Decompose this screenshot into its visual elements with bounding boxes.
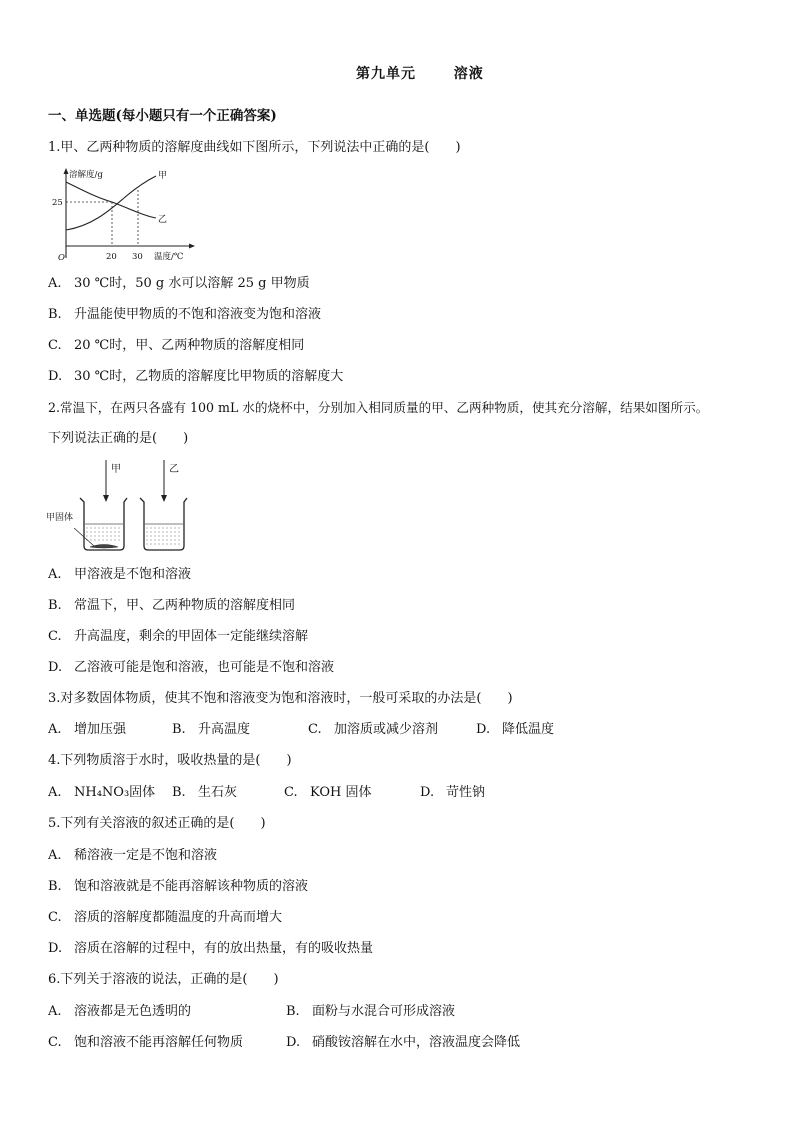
title-topic: 溶液 [453,66,484,82]
q2-option-a: A. 甲溶液是不饱和溶液 [48,567,192,582]
q2-stem-line2: 下列说法正确的是( ) [48,431,189,446]
solubility-graph [52,166,202,266]
beaker-figure [46,458,206,553]
q1-option-d: D. 30 ℃时，乙物质的溶解度比甲物质的溶解度大 [48,369,344,384]
jia-solid [90,545,118,549]
curve-jia-label: 甲 [158,171,168,181]
q5-option-c: C. 溶质的溶解度都随温度的升高而增大 [48,910,283,925]
q1-option-b: B. 升温能使甲物质的不饱和溶液变为饱和溶液 [48,307,322,322]
q4-option-a: A. NH₄NO₃固体 [48,785,156,800]
curve-yi [66,182,156,218]
q6-option-a: A. 溶液都是无色透明的 [48,1004,192,1019]
q2-option-d: D. 乙溶液可能是饱和溶液，也可能是不饱和溶液 [48,660,335,675]
q3-option-a: A. 增加压强 [48,722,127,737]
q1-stem: 1.甲、乙两种物质的溶解度曲线如下图所示，下列说法中正确的是( ) [48,140,461,155]
q2-option-b: B. 常温下，甲、乙两种物质的溶解度相同 [48,598,296,613]
q3-stem: 3.对多数固体物质，使其不饱和溶液变为饱和溶液时，一般可采取的办法是( ) [48,691,513,706]
q1-option-a: A. 30 ℃时，50 g 水可以溶解 25 g 甲物质 [48,276,310,291]
q5-option-a: A. 稀溶液一定是不饱和溶液 [48,848,218,863]
arrow-jia-label: 甲 [111,464,121,475]
q5-option-b: B. 饱和溶液就是不能再溶解该种物质的溶液 [48,879,309,894]
graph-origin: O [58,253,65,263]
arrow-yi-head [161,495,167,502]
graph-ytick-25: 25 [52,198,63,208]
q3-option-c: C. 加溶质或减少溶剂 [308,722,439,737]
q1-option-c: C. 20 ℃时，甲、乙两种物质的溶解度相同 [48,338,305,353]
solution-jia [86,528,122,540]
section-heading: 一、单选题(每小题只有一个正确答案) [48,108,277,124]
jia-solid-label: 甲固体 [46,513,74,523]
q3-option-d: D. 降低温度 [476,722,555,737]
page-title [356,66,484,82]
graph-xlabel: 温度/℃ [154,252,184,262]
graph-xtick-20: 20 [106,252,117,262]
curve-jia [66,176,156,230]
arrow-yi-label: 乙 [169,464,179,475]
q4-option-c: C. KOH 固体 [284,785,372,800]
graph-ylabel: 溶解度/g [69,170,103,180]
q2-option-c: C. 升高温度，剩余的甲固体一定能继续溶解 [48,629,309,644]
q4-option-d: D. 苛性钠 [420,785,486,800]
q6-option-d: D. 硝酸铵溶解在水中，溶液温度会降低 [286,1035,521,1050]
solution-yi [146,528,182,544]
q5-stem: 5.下列有关溶液的叙述正确的是( ) [48,816,266,831]
arrow-jia-head [103,495,109,502]
graph-x-arrow [189,244,195,249]
title-unit: 第九单元 [356,66,416,82]
q3-option-b: B. 升高温度 [172,722,251,737]
q5-option-d: D. 溶质在溶解的过程中，有的放出热量，有的吸收热量 [48,941,374,956]
curve-yi-label: 乙 [158,215,168,225]
graph-xtick-30: 30 [132,252,143,262]
q6-stem: 6.下列关于溶液的说法，正确的是( ) [48,972,279,987]
q6-option-b: B. 面粉与水混合可形成溶液 [286,1004,456,1019]
q6-option-c: C. 饱和溶液不能再溶解任何物质 [48,1035,244,1050]
q4-option-b: B. 生石灰 [172,785,238,800]
graph-y-arrow [64,168,69,174]
q2-stem-line1: 2.常温下，在两只各盛有 100 mL 水的烧杯中，分别加入相同质量的甲、乙两种物质，使其充分溶解，结果如图所示。 [48,400,709,415]
q4-stem: 4.下列物质溶于水时，吸收热量的是( ) [48,753,292,768]
